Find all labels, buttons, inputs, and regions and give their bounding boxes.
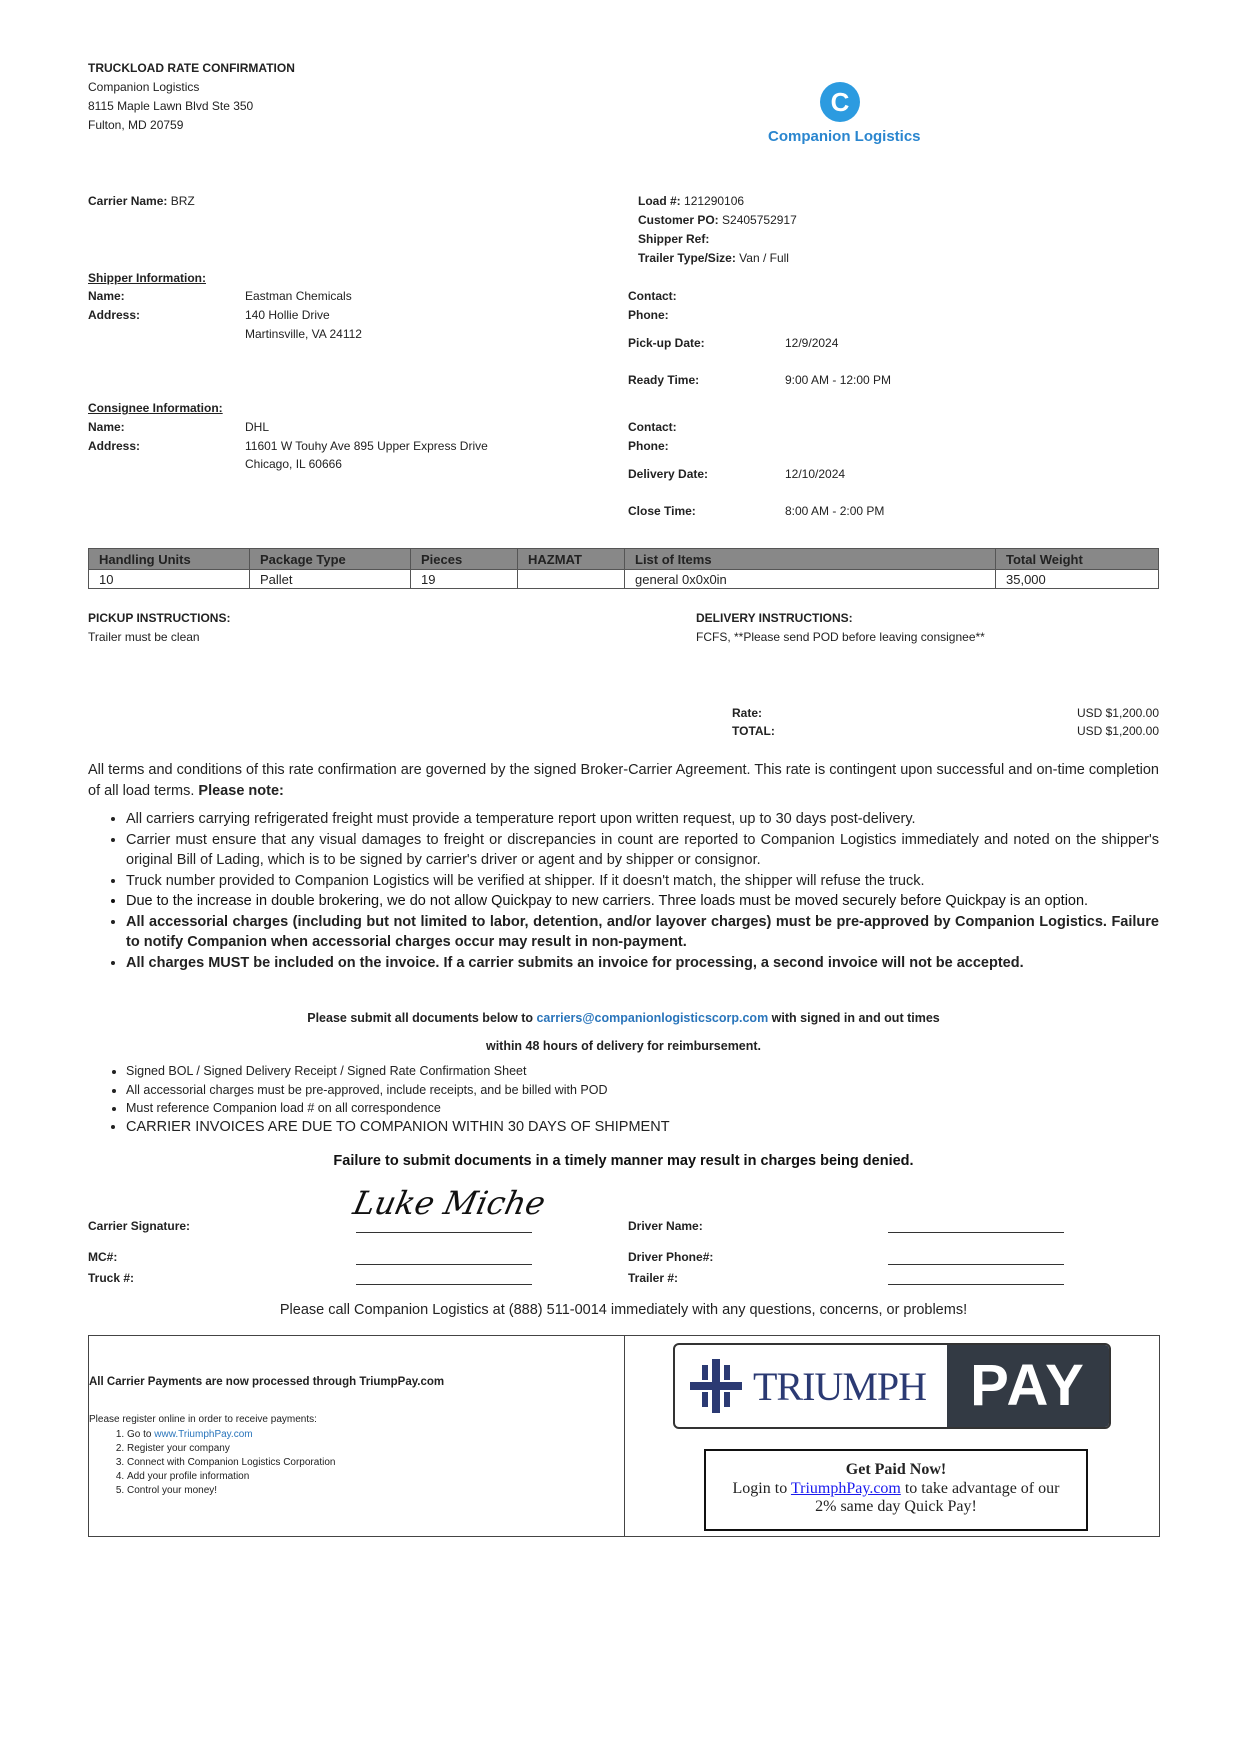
- ready-time-label: Ready Time:: [628, 373, 700, 387]
- column-header: Total Weight: [996, 549, 1159, 570]
- customer-po-value: S2405752917: [722, 213, 797, 227]
- list-item: [127, 1428, 335, 1442]
- get-paid-box: [704, 1449, 1088, 1531]
- list-item: • All accessorial charges must be pre-approved, include receipts, and be billed with POD: [126, 1081, 1159, 1100]
- consignee-heading: Consignee Information:: [88, 401, 223, 415]
- carrier-name-row: [88, 193, 195, 209]
- carrier-signature-line: [356, 1232, 532, 1233]
- shipper-ref-row: [638, 231, 709, 247]
- column-header: List of Items: [625, 549, 996, 570]
- delivery-instructions: FCFS, **Please send POD before leaving consignee**: [696, 630, 985, 644]
- list-item: • Due to the increase in double brokering, we do not allow Quickpay to new carriers. Three loads must be moved securely before Quickpay is an option.: [126, 891, 1159, 912]
- step-text: Go to: [127, 1429, 152, 1440]
- submit-post: with signed in and out times: [771, 1011, 940, 1025]
- terms-list: [88, 809, 1159, 973]
- table-cell: 10: [89, 570, 250, 589]
- company-logo-text: Companion Logistics: [768, 128, 921, 145]
- get-paid-line2: [706, 1480, 1086, 1498]
- table-cell: [518, 570, 625, 589]
- carrier-signature: Luke Miche: [349, 1184, 549, 1222]
- company-address-line1: 8115 Maple Lawn Blvd Ste 350: [88, 99, 254, 113]
- list-item: • All accessorial charges (including but not limited to labor, detention, and/or layover charges) must be pre-approved by Companion Logistics. Failure to notify Companion when accessorial charges occur may result in non-payment.: [126, 912, 1159, 953]
- shipper-contact-label: Contact:: [628, 289, 677, 303]
- table-cell: Pallet: [250, 570, 411, 589]
- table-cell: 35,000: [996, 570, 1159, 589]
- rate-label: Rate:: [732, 706, 763, 720]
- mc-label: MC#:: [88, 1250, 118, 1264]
- payments-info-box: [88, 1335, 625, 1537]
- payments-heading: All Carrier Payments are now processed through TriumpPay.com: [89, 1376, 445, 1388]
- shipper-address-line2: Martinsville, VA 24112: [245, 327, 362, 341]
- terms-intro: [88, 760, 1159, 801]
- driver-phone-label: Driver Phone#:: [628, 1250, 714, 1264]
- company-address-line2: Fulton, MD 20759: [88, 118, 184, 132]
- terms-note: Please note:: [198, 782, 284, 799]
- table-cell: 19: [411, 570, 518, 589]
- get-paid-post: to take advantage of our: [904, 1480, 1060, 1497]
- close-time-label: Close Time:: [628, 504, 696, 518]
- list-item: 2. Register your company: [127, 1442, 335, 1456]
- triumph-cross-icon: [690, 1359, 742, 1413]
- pickup-instructions: Trailer must be clean: [88, 630, 200, 644]
- column-header: Pieces: [411, 549, 518, 570]
- close-time: 8:00 AM - 2:00 PM: [785, 504, 885, 518]
- rate-value: USD $1,200.00: [1076, 706, 1159, 720]
- list-item: • All charges MUST be included on the invoice. If a carrier submits an invoice for processing, a second invoice will not be accepted.: [126, 953, 1159, 974]
- submit-line1: [88, 1011, 1159, 1025]
- load-number-value: 121290106: [684, 194, 745, 208]
- submit-line2: within 48 hours of delivery for reimbursement.: [485, 1039, 762, 1053]
- column-header: HAZMAT: [518, 549, 625, 570]
- items-table: [88, 548, 1159, 589]
- pickup-date-label: Pick-up Date:: [628, 336, 705, 350]
- get-paid-pre: Login to: [732, 1480, 788, 1497]
- truck-line[interactable]: [356, 1284, 532, 1285]
- driver-name-line[interactable]: [888, 1232, 1064, 1233]
- shipper-name-label: Name:: [88, 289, 125, 303]
- driver-phone-line[interactable]: [888, 1264, 1064, 1265]
- consignee-address-label: Address:: [88, 439, 141, 453]
- customer-po-label: Customer PO:: [638, 213, 719, 227]
- ready-time: 9:00 AM - 12:00 PM: [785, 373, 892, 387]
- payments-register: Please register online in order to receive payments:: [89, 1414, 317, 1425]
- delivery-date: 12/10/2024: [785, 467, 846, 481]
- trailer-type-label: Trailer Type/Size:: [638, 251, 736, 265]
- document-title: TRUCKLOAD RATE CONFIRMATION: [88, 61, 295, 75]
- list-item: 5. Control your money!: [127, 1484, 335, 1498]
- pickup-instructions-label: PICKUP INSTRUCTIONS:: [88, 611, 231, 625]
- truck-label: Truck #:: [88, 1271, 135, 1285]
- submit-email-link[interactable]: carriers@companionlogisticscorp.com: [536, 1011, 769, 1025]
- consignee-address-line1: 11601 W Touhy Ave 895 Upper Express Drive: [245, 439, 488, 453]
- list-item: 3. Connect with Companion Logistics Corporation: [127, 1456, 335, 1470]
- pay-word: PAY: [947, 1345, 1109, 1427]
- consignee-phone-label: Phone:: [628, 439, 669, 453]
- consignee-contact-label: Contact:: [628, 420, 677, 434]
- total-label: TOTAL:: [732, 724, 775, 738]
- list-item: • All carriers carrying refrigerated freight must provide a temperature report upon written request, up to 30 days post-delivery.: [126, 809, 1159, 830]
- customer-po-row: [638, 212, 797, 228]
- list-item: 4. Add your profile information: [127, 1470, 335, 1484]
- trailer-type-value: Van / Full: [739, 251, 789, 265]
- submit-warning: Failure to submit documents in a timely manner may result in charges being denied.: [333, 1153, 914, 1169]
- payments-steps: [89, 1428, 335, 1498]
- column-header: Package Type: [250, 549, 411, 570]
- total-value: USD $1,200.00: [1076, 724, 1159, 738]
- driver-name-label: Driver Name:: [628, 1219, 703, 1233]
- carrier-name-label: Carrier Name:: [88, 194, 168, 208]
- consignee-name: DHL: [245, 420, 270, 434]
- documents-list: [88, 1062, 1159, 1136]
- shipper-name: Eastman Chemicals: [245, 289, 352, 303]
- delivery-date-label: Delivery Date:: [628, 467, 709, 481]
- triumphpay-logo: [673, 1343, 1111, 1429]
- shipper-phone-label: Phone:: [628, 308, 669, 322]
- payments-promo-box: [623, 1335, 1160, 1537]
- list-item: • Carrier must ensure that any visual damages to freight or discrepancies in count are reported to Companion Logistics immediately and noted on the shipper's original Bill of Lading, which is to be signed by carrier's driver or agent and by shipper or consignor.: [126, 830, 1159, 871]
- trailer-line[interactable]: [888, 1284, 1064, 1285]
- items-table-header: [89, 549, 1159, 570]
- delivery-instructions-label: DELIVERY INSTRUCTIONS:: [696, 611, 853, 625]
- shipper-address-label: Address:: [88, 308, 141, 322]
- trailer-type-row: [638, 250, 789, 266]
- column-header: Handling Units: [89, 549, 250, 570]
- consignee-name-label: Name:: [88, 420, 125, 434]
- table-row: [89, 570, 1159, 589]
- list-item: • Must reference Companion load # on all correspondence: [126, 1099, 1159, 1118]
- company-name: Companion Logistics: [88, 80, 200, 94]
- list-item: • CARRIER INVOICES ARE DUE TO COMPANION WITHIN 30 DAYS OF SHIPMENT: [126, 1118, 1159, 1137]
- submit-pre: Please submit all documents below to: [307, 1011, 533, 1025]
- carrier-signature-label: Carrier Signature:: [88, 1219, 191, 1233]
- triumphpay-link[interactable]: www.TriumphPay.com: [154, 1429, 253, 1440]
- list-item: • Signed BOL / Signed Delivery Receipt / Signed Rate Confirmation Sheet: [126, 1062, 1159, 1081]
- shipper-ref-label: Shipper Ref:: [638, 232, 710, 246]
- get-paid-line3: 2% same day Quick Pay!: [815, 1498, 977, 1515]
- shipper-heading: Shipper Information:: [88, 271, 206, 285]
- table-cell: general 0x0x0in: [625, 570, 996, 589]
- carrier-name-value: BRZ: [170, 194, 195, 208]
- load-number-label: Load #:: [638, 194, 681, 208]
- get-paid-link[interactable]: TriumphPay.com: [790, 1480, 901, 1497]
- logo-letter: C: [820, 82, 860, 122]
- load-number-row: [638, 193, 744, 209]
- shipper-address-line1: 140 Hollie Drive: [245, 308, 330, 322]
- pickup-date: 12/9/2024: [785, 336, 839, 350]
- terms-intro-text: All terms and conditions of this rate confirmation are governed by the signed Broker-Carrier Agreement. This rate is contingent upon successful and on-time completion of all load terms.: [88, 762, 1159, 799]
- consignee-address-line2: Chicago, IL 60666: [245, 457, 342, 471]
- get-paid-title: Get Paid Now!: [845, 1461, 947, 1478]
- trailer-label: Trailer #:: [628, 1271, 679, 1285]
- triumph-word: TRIUMPH: [753, 1364, 927, 1409]
- company-logo-icon: [820, 82, 860, 122]
- mc-line[interactable]: [356, 1264, 532, 1265]
- list-item: • Truck number provided to Companion Logistics will be verified at shipper. If it doesn't match, the shipper will refuse the truck.: [126, 871, 1159, 892]
- call-line: Please call Companion Logistics at (888) 511-0014 immediately with any questions, concerns, or problems!: [279, 1302, 968, 1318]
